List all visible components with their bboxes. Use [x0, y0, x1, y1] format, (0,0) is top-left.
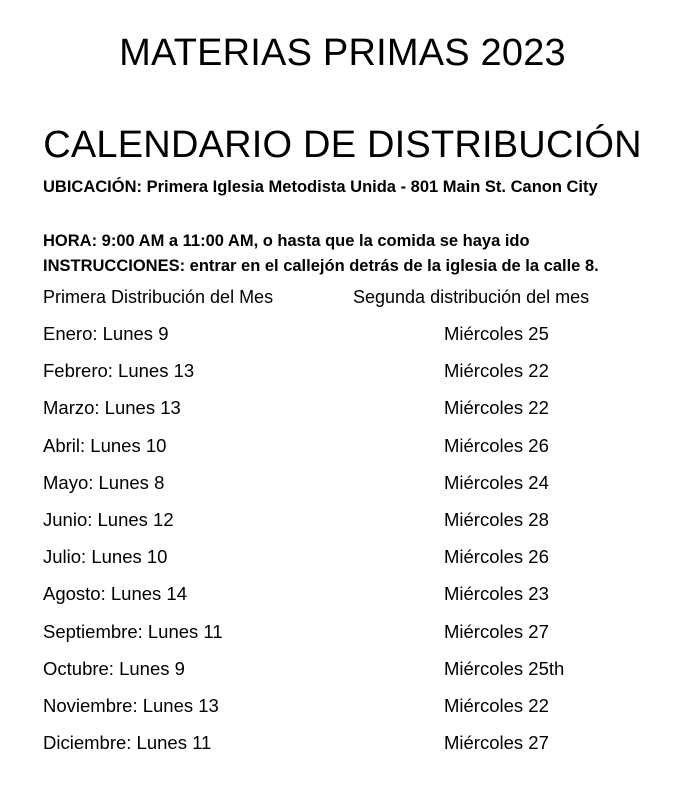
- second-distribution-date: Miércoles 25th: [444, 657, 565, 679]
- schedule-row: [0, 360, 685, 397]
- schedule-row: [0, 732, 685, 769]
- second-distribution-date: Miércoles 22: [444, 360, 549, 382]
- first-distribution-date: Febrero: Lunes 13: [43, 360, 195, 382]
- schedule-row: [0, 323, 685, 360]
- first-distribution-date: Enero: Lunes 9: [43, 323, 169, 344]
- schedule-row: [0, 397, 685, 434]
- schedule-row: [0, 509, 685, 546]
- first-distribution-date: Diciembre: Lunes 11: [43, 732, 212, 754]
- second-distribution-date: Miércoles 24: [444, 471, 549, 493]
- document-subtitle: CALENDARIO DE DISTRIBUCIÓN: [43, 124, 642, 166]
- schedule-row: [0, 435, 685, 472]
- schedule-row: [0, 658, 685, 695]
- hours-line: HORA: 9:00 AM a 11:00 AM, o hasta que la comida se haya ido: [43, 232, 530, 250]
- schedule-row: [0, 546, 685, 583]
- column-headers: [0, 287, 685, 313]
- second-distribution-date: Miércoles 22: [444, 694, 549, 716]
- first-distribution-date: Agosto: Lunes 14: [43, 583, 187, 605]
- schedule-row: [0, 621, 685, 658]
- first-distribution-date: Mayo: Lunes 8: [43, 471, 165, 493]
- location-line: UBICACIÓN: Primera Iglesia Metodista Unida - 801 Main St. Canon City: [43, 178, 598, 196]
- second-distribution-date: Miércoles 22: [444, 397, 549, 419]
- schedule-row: [0, 583, 685, 620]
- schedule-list: [0, 323, 685, 769]
- second-distribution-date: Miércoles 25: [444, 323, 549, 344]
- second-distribution-date: Miércoles 26: [444, 434, 549, 456]
- document-title: MATERIAS PRIMAS 2023: [119, 32, 566, 74]
- first-distribution-date: Junio: Lunes 12: [43, 508, 174, 530]
- first-distribution-date: Julio: Lunes 10: [43, 546, 168, 568]
- schedule-row: [0, 695, 685, 732]
- second-distribution-date: Miércoles 27: [444, 732, 549, 754]
- second-distribution-date: Miércoles 23: [444, 583, 549, 605]
- first-distribution-date: Abril: Lunes 10: [43, 434, 167, 456]
- schedule-row: [0, 472, 685, 509]
- second-distribution-header: Segunda distribución del mes: [353, 287, 590, 307]
- first-distribution-date: Octubre: Lunes 9: [43, 657, 185, 679]
- first-distribution-header: Primera Distribución del Mes: [43, 287, 274, 307]
- instructions-line: INSTRUCCIONES: entrar en el callejón detrás de la iglesia de la calle 8.: [43, 257, 599, 275]
- first-distribution-date: Marzo: Lunes 13: [43, 397, 181, 419]
- second-distribution-date: Miércoles 28: [444, 508, 549, 530]
- second-distribution-date: Miércoles 26: [444, 546, 549, 568]
- second-distribution-date: Miércoles 27: [444, 620, 549, 642]
- first-distribution-date: Septiembre: Lunes 11: [43, 620, 223, 642]
- first-distribution-date: Noviembre: Lunes 13: [43, 694, 219, 716]
